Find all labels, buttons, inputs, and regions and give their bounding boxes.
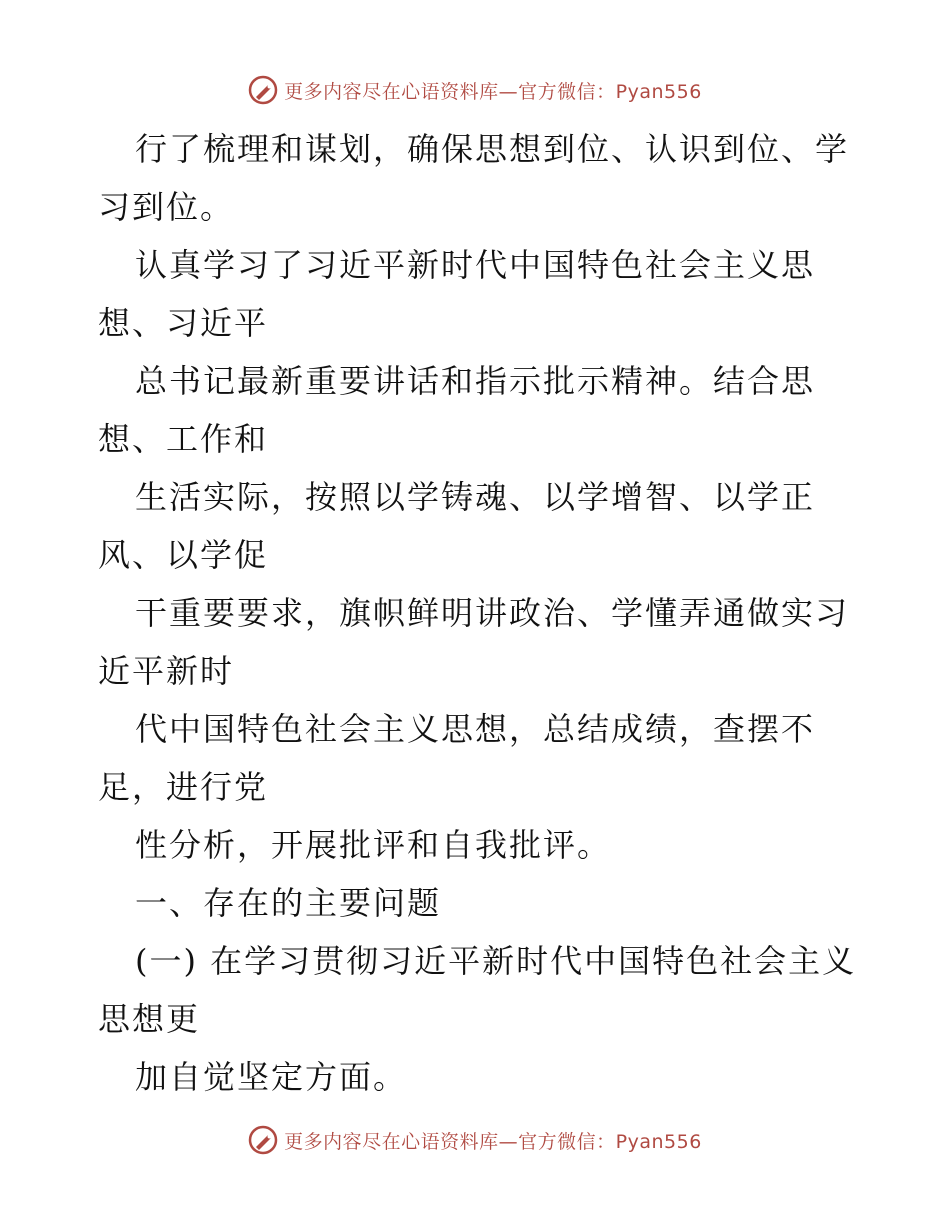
- text-line: 想、工作和: [98, 420, 269, 458]
- text-line: 生活实际，按照以学铸魂、以学增智、以学正: [135, 478, 816, 516]
- text-line: 代中国特色社会主义思想，总结成绩，查摆不: [135, 710, 816, 748]
- header-banner-text: 更多内容尽在心语资料库—官方微信：Pyan556: [284, 80, 702, 103]
- text-line: 干重要要求，旗帜鲜明讲政治、学懂弄通做实习: [135, 594, 850, 632]
- text-line: 加自觉坚定方面。: [135, 1058, 408, 1096]
- text-line: 性分析，开展批评和自我批评。: [135, 826, 612, 864]
- text-line: 近平新时: [98, 652, 235, 690]
- text-line: 想、习近平: [98, 304, 269, 342]
- footer-banner-text: 更多内容尽在心语资料库—官方微信：Pyan556: [284, 1130, 702, 1153]
- text-line: 总书记最新重要讲话和指示批示精神。结合思: [135, 362, 816, 400]
- text-line: 认真学习了习近平新时代中国特色社会主义思: [135, 246, 816, 284]
- text-line: 风、以学促: [98, 536, 269, 574]
- section-heading: 一、存在的主要问题: [135, 884, 442, 922]
- text-line: 足，进行党: [98, 768, 269, 806]
- document-body: [98, 120, 858, 1106]
- text-line: 思想更: [98, 1000, 201, 1038]
- footer-banner: [0, 1120, 950, 1160]
- text-line: 行了梳理和谋划，确保思想到位、认识到位、学: [135, 130, 850, 168]
- subsection-heading: (一) 在学习贯彻习近平新时代中国特色社会主义: [135, 942, 857, 980]
- pen-nib-icon: [248, 1125, 278, 1155]
- pen-nib-icon: [248, 75, 278, 105]
- header-banner: [0, 70, 950, 110]
- text-line: 习到位。: [98, 188, 235, 226]
